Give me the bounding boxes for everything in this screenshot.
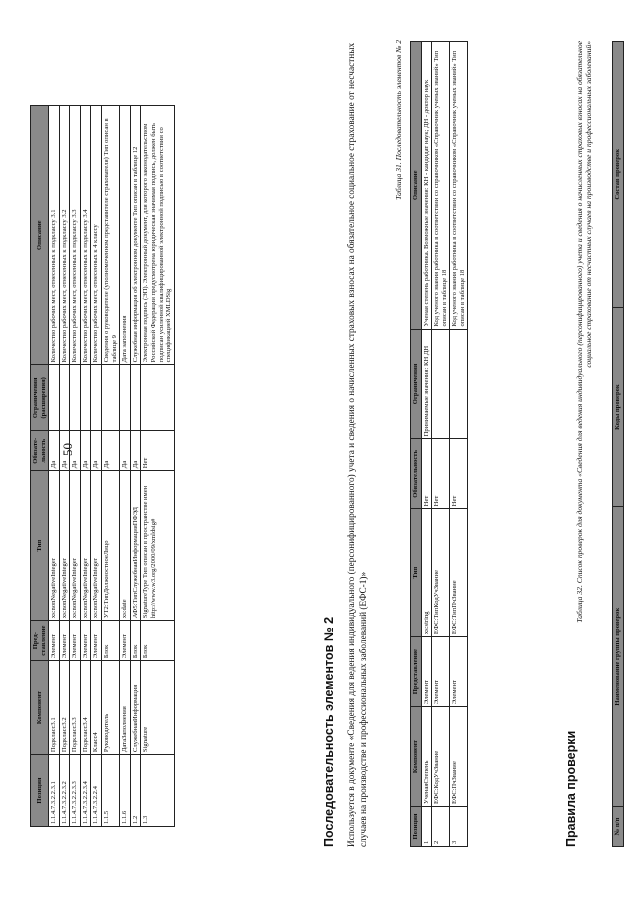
table-cell: Количество рабочих мест, отнесенных к подклассу 3.1 (49, 106, 60, 365)
table-cell: 1.1.4.7.3.2.2.3.4 (80, 755, 91, 827)
table-row (70, 106, 81, 827)
table-cell: Элемент (421, 637, 432, 707)
table-header-row (613, 42, 624, 847)
check-rules-table (612, 41, 624, 847)
column-header: Описание (31, 106, 49, 365)
column-header: Компонент (31, 661, 49, 755)
table-cell: Код ученого звания работника в соответствии со справочником «Справочник ученых званий» Тип описан в таблице 18 (450, 42, 468, 330)
table-row (102, 106, 120, 827)
table-cell: Элемент (432, 637, 450, 707)
table-row (80, 106, 91, 827)
column-header: Тип (411, 509, 422, 637)
table-cell: Количество рабочих мест, отнесенных к 4 классу (91, 106, 102, 365)
table-cell (49, 365, 60, 431)
table-cell: Сведения о руководителе (уполномоченном представителе страхователя) Тип описан в таблице 9 (102, 106, 120, 365)
table-32-caption: Таблица 32. Список проверок для документа «Сведения для ведения индивидуального (персонифицированного) учета и сведения о начисленных страховых взносах на обязательное социальное страхование от несчастных случаев на производстве и профессиональных заболеваний» (575, 41, 593, 623)
table-cell (432, 329, 450, 439)
table-cell: xs:nonNegativeInteger (80, 471, 91, 621)
table-cell (120, 365, 131, 431)
table-cell (59, 365, 70, 431)
column-header: Тип (31, 471, 49, 621)
table-cell: Класс4 (91, 661, 102, 755)
column-header: Позиция (31, 755, 49, 827)
table-cell: Подкласс3.3 (70, 661, 81, 755)
table-cell: Количество рабочих мест, отнесенных к подклассу 3.4 (80, 106, 91, 365)
table-cell: Да (80, 431, 91, 471)
table-cell: 2 (432, 807, 450, 847)
table-cell (141, 365, 174, 431)
table-cell: SignatureType Тип описан в пространстве имен http://www.w3.org/2000/09/xmldsig# (141, 471, 174, 621)
column-header: Ограничения (расширения) (31, 365, 49, 431)
table-cell: Нет (450, 439, 468, 509)
table-cell: УченаяСтепень (421, 707, 432, 807)
table-header-row (31, 106, 49, 827)
table-cell: ЕФС:ТипПчЗвание (450, 509, 468, 637)
table-cell: 1 (421, 807, 432, 847)
table-cell: ДатаЗаполнения (120, 661, 131, 755)
table-cell: Да (70, 431, 81, 471)
table-cell (80, 365, 91, 431)
section-paragraph: Используется в документе «Сведения для ведения индивидуального (персонифицированного) учета и сведения о начисленных страховых взносах на обязательное социальное страхование от несчастных случаев на производстве и профессиональных заболеваний (ЕФС-1)» (347, 42, 370, 847)
table-cell: Нет (432, 439, 450, 509)
table-cell (130, 365, 141, 431)
table-cell: Подкласс3.2 (59, 661, 70, 755)
table-cell: Дата заполнения (120, 106, 131, 365)
table-cell: Да (49, 431, 60, 471)
table-row (432, 42, 450, 847)
table-cell: Подкласс3.4 (80, 661, 91, 755)
table-cell: 1.1.4.7.3.2.2.3.3 (70, 755, 81, 827)
table-cell: Да (59, 431, 70, 471)
table-cell: Руководитель (102, 661, 120, 755)
table-header-row (411, 42, 422, 847)
table-cell (102, 365, 120, 431)
elements-table-continued (30, 105, 175, 827)
table-cell: ЕФС:КодУчЗвание (432, 707, 450, 807)
table-row (120, 106, 131, 827)
table-cell: xs:nonNegativeInteger (49, 471, 60, 621)
table-cell (91, 365, 102, 431)
table-cell: xs:string (421, 509, 432, 637)
table-cell: xs:nonNegativeInteger (70, 471, 81, 621)
table-cell: УТ2:ТипДолжностноеЛицо (102, 471, 120, 621)
table-cell: 1.1.4.7.3.2.2.3.2 (59, 755, 70, 827)
table-cell: Принимаемые значения: КН ДН (421, 329, 432, 439)
table-cell: Нет (141, 431, 174, 471)
column-header: Коды проверок (613, 307, 624, 507)
table-row (130, 106, 141, 827)
table-cell: Блок (102, 621, 120, 661)
table-cell: АФ5:ТипСлужебнаяИнформацияПФЭД (130, 471, 141, 621)
table-cell (450, 329, 468, 439)
table-row (141, 106, 174, 827)
table-cell (70, 365, 81, 431)
table-cell: 1.2 (130, 755, 141, 827)
column-header: Описание (411, 42, 422, 330)
table-cell: Электронная подпись (ЭП). Электронный документ, для которого законодательством Российской Федерации предусмотрена юридическая значимая подпись, должен быть подписан усиленной квалифицированной электронной подписью в соответствии со спецификацией XMLDSig (141, 106, 174, 365)
table-cell: Элемент (120, 621, 131, 661)
table-cell: Код ученого звания работника в соответствии со справочником «Справочник ученых званий» Тип описан в таблице 18 (432, 42, 450, 330)
table-cell: СлужебнаяИнформация (130, 661, 141, 755)
table-cell: Элемент (450, 637, 468, 707)
table-cell: Элемент (49, 621, 60, 661)
table-cell: 1.3 (141, 755, 174, 827)
page-number: 50 (60, 443, 75, 456)
table-cell: xs:nonNegativeInteger (59, 471, 70, 621)
table-cell: Да (102, 431, 120, 471)
column-header: Наименование группы проверок (613, 507, 624, 807)
table-row (59, 106, 70, 827)
sequence-2-table (410, 41, 468, 847)
table-row (450, 42, 468, 847)
table-cell: Количество рабочих мест, отнесенных к подклассу 3.2 (59, 106, 70, 365)
table-cell: Служебная информация об электронном документе Тип описан в таблице 12 (130, 106, 141, 365)
table-cell: Элемент (59, 621, 70, 661)
table-cell: xs:nonNegativeInteger (91, 471, 102, 621)
section-heading-sequence-2: Последовательность элементов № 2 (322, 616, 336, 847)
table-cell: Количество рабочих мест, отнесенных к подклассу 3.3 (70, 106, 81, 365)
table-row (421, 42, 432, 847)
table-cell: Элемент (80, 621, 91, 661)
table-cell: 1.1.4.7.3.2.2.4 (91, 755, 102, 827)
table-row (49, 106, 60, 827)
table-cell: Нет (421, 439, 432, 509)
column-header: Состав проверок (613, 42, 624, 308)
table-cell: Да (130, 431, 141, 471)
table-cell: ЕФС:ТипКодУчЗвание (432, 509, 450, 637)
table-cell: Signature (141, 661, 174, 755)
column-header: Представление (411, 637, 422, 707)
table-cell: xs:date (120, 471, 131, 621)
table-row (91, 106, 102, 827)
table-31-caption: Таблица 31. Последовательность элементов № 2 (394, 40, 403, 200)
table-cell: Элемент (70, 621, 81, 661)
column-header: № п/п (613, 807, 624, 847)
table-cell: Подкласс3.1 (49, 661, 60, 755)
table-cell: Да (120, 431, 131, 471)
table-cell: Блок (141, 621, 174, 661)
table-cell: Ученая степень работника. Возможные значения: КН - кандидат наук; ДН - доктор наук (421, 42, 432, 330)
column-header: Ограничения (411, 329, 422, 439)
table-cell: 1.1.6 (120, 755, 131, 827)
table-cell: ЕФС:ПчЗвание (450, 707, 468, 807)
table-cell: 1.1.4.7.3.2.2.3.1 (49, 755, 60, 827)
column-header: Пред-ставление (31, 621, 49, 661)
section-heading-check-rules: Правила проверки (564, 730, 578, 847)
column-header: Компонент (411, 707, 422, 807)
table-cell: 1.1.5 (102, 755, 120, 827)
column-header: Обязате-льность (31, 431, 49, 471)
table-cell: Блок (130, 621, 141, 661)
table-cell: 3 (450, 807, 468, 847)
column-header: Позиция (411, 807, 422, 847)
table-cell: Да (91, 431, 102, 471)
column-header: Обязательность (411, 439, 422, 509)
table-cell: Элемент (91, 621, 102, 661)
